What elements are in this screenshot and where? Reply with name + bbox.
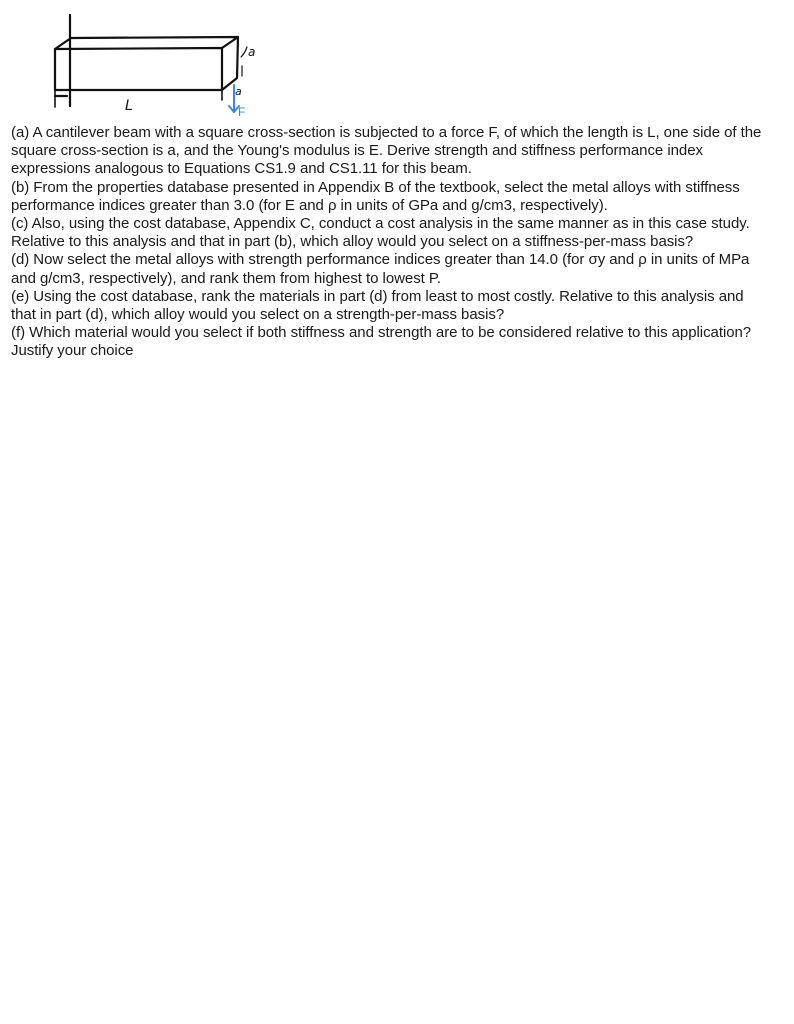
side-top-label: a [248,45,256,59]
beam-body [55,37,238,90]
side-front-label: a [235,85,242,98]
dimension-length-line [55,90,222,107]
part-d: (d) Now select the metal alloys with strength performance indices greater than 14.0 (for σy and ρ in units of MPa and g/cm3, respectively), and rank them from highest to lowest P. [11,251,750,287]
part-c: (c) Also, using the cost database, Appendix C, conduct a cost analysis in the same manner as in this case study. Relative to this analysis and that in part (b), which alloy would you select on a stiffness-per-mass basis? [11,215,750,251]
force-label: F [238,105,246,119]
part-e: (e) Using the cost database, rank the materials in part (d) from least to most costly. Relative to this analysis and that in part (d), which alloy would you select on a strength-per-mass basis? [11,287,744,324]
cantilever-beam-sketch [0,0,280,122]
wall-support [55,15,70,106]
length-label: L [125,98,133,114]
part-f: (f) Which material would you select if both stiffness and strength are to be considered relative to this application? Justify your choice [11,324,752,360]
dimension-side-top [241,47,247,57]
part-b: (b) From the properties database presented in Appendix B of the textbook, select the metal alloys with stiffness performance indices greater than 3.0 (for E and ρ in units of GPa and g/cm3, respectively). [11,178,740,214]
part-a: (a) A cantilever beam with a square cross-section is subjected to a force F, of which the length is L, one side of the square cross-section is a, and the Young's modulus is E. Derive strength and stiffness performance index expressions analogous to Equations CS1.9 and CS1.11 for this beam. [11,124,762,178]
problem-statement [11,124,771,361]
